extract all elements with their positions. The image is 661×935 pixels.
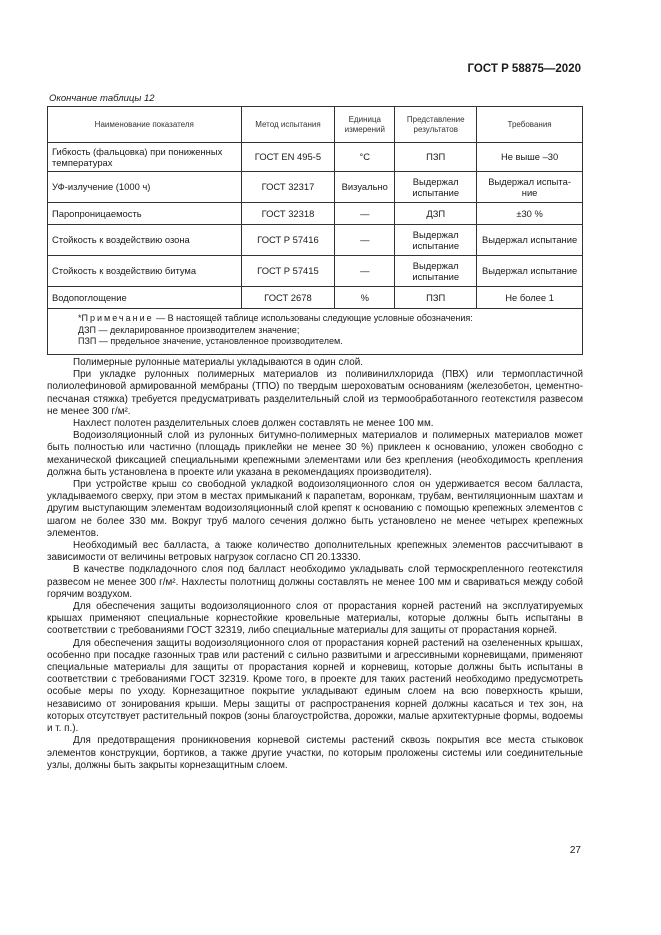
- cell-requirement: ±30 %: [477, 203, 583, 225]
- cell-indicator: Водопоглощение: [48, 287, 242, 309]
- paragraph: Для обеспечения защиты водоизоляционного слоя от прорастания корней растений на эксплуатируемых крышах применяют специальные корнестойкие кровельные материалы, которые должны быть испытаны в соответствии с требованиями ГОСТ 32319, либо специальные материалы для защиты от прорастания корней.: [47, 601, 583, 637]
- cell-result: ПЗП: [395, 287, 477, 309]
- paragraph: Нахлест полотен разделительных слоев должен составлять не менее 100 мм.: [73, 418, 434, 430]
- note-line-3: ПЗП — предельное значение, установленное производителем.: [78, 336, 343, 346]
- page-number: 27: [569, 845, 581, 856]
- column-header-result: Представление результатов: [395, 107, 477, 143]
- cell-requirement: Выдержал испытание: [477, 225, 583, 256]
- body-text: [47, 357, 583, 772]
- table-row: [48, 256, 583, 287]
- note-label: Примечание: [81, 313, 154, 323]
- cell-method: ГОСТ 32318: [241, 203, 335, 225]
- column-header-indicator: Наименование показателя: [48, 107, 242, 143]
- cell-unit: Визуально: [335, 172, 395, 203]
- cell-result: Выдержал испытание: [395, 256, 477, 287]
- cell-indicator: Стойкость к воздействию озона: [48, 225, 242, 256]
- paragraph: При укладке рулонных полимерных материалов из поливинилхлорида (ПВХ) или термопластичной полиолефиновой армированной мембраны (ТПО) по твердым шероховатым основаниям (железобетон, цементно-песчаная стяжка) требуется предусматривать разделительный слой из термообработанного геотекстиля развесом не менее 300 г/м².: [47, 369, 583, 417]
- cell-indicator: Гибкость (фальцовка) при пониженных температурах: [48, 143, 242, 172]
- cell-requirement: Выдержал испытание: [477, 256, 583, 287]
- cell-result: ПЗП: [395, 143, 477, 172]
- column-header-requirement: Требования: [477, 107, 583, 143]
- cell-method: ГОСТ EN 495-5: [241, 143, 335, 172]
- paragraph: Для обеспечения защиты водоизоляционного слоя от прорастания корней растений на озелененных крышах, особенно при посадке газонных трав или растений с сильно развитыми и агрессивными корневищами, применяют специальные материалы для защиты от прорастания корней и корневищ, которые должны быть испытаны в соответствии с требованиями ГОСТ 32319. Кроме того, в проекте для таких растений необходимо предусмотреть особые меры по уходу. Корнезащитное покрытие укладывают единым слоем на всю поверхность крыши, независимо от зонирования крыши. Меры защиты от распространения корней должны касаться и тех зон, на которых отсутствует растительный покров (зоны благоустройства, дорожки, малые архитектурные формы, водоемы и т. п.).: [47, 637, 583, 735]
- paragraph: Водоизоляционный слой из рулонных битумно-полимерных материалов и полимерных материалов может быть полностью или частично (площадь приклейки не менее 30 %) приклеен к основанию, уложен свободно с механической фиксацией специальными крепежными элементами или без крепления (необходимость крепления должна быть установлена в проекте или указана в рекомендациях производителя).: [47, 430, 583, 478]
- cell-indicator: Стойкость к воздействию битума: [48, 256, 242, 287]
- table-row: [48, 143, 583, 172]
- cell-unit: —: [335, 225, 395, 256]
- cell-requirement: Не более 1: [477, 287, 583, 309]
- table-row: [48, 287, 583, 309]
- cell-method: ГОСТ 32317: [241, 172, 335, 203]
- table-note-row: [48, 309, 583, 355]
- note-prefix: *: [78, 313, 82, 323]
- table-row: [48, 225, 583, 256]
- cell-requirement: Не выше –30: [477, 143, 583, 172]
- paragraph: Для предотвращения проникновения корневой системы растений сквозь покрытия все места стыковок элементов конструкции, бортиков, а также другие участки, по которым проложены системы или соединительные узлы, должны быть закрыты корнезащитным слоем.: [47, 735, 583, 771]
- table-note: [48, 309, 583, 355]
- table-caption: Окончание таблицы 12: [49, 93, 155, 104]
- cell-unit: °С: [335, 143, 395, 172]
- note-line-2: ДЗП — декларированное производителем значение;: [78, 324, 300, 335]
- document-code: ГОСТ Р 58875—2020: [467, 63, 581, 75]
- cell-method: ГОСТ Р 57416: [241, 225, 335, 256]
- paragraph: Необходимый вес балласта, а также количество дополнительных крепежных элементов рассчитывают в зависимости от величины ветровых нагрузок согласно СП 20.13330.: [47, 540, 583, 564]
- cell-result: Выдержал испытание: [395, 225, 477, 256]
- cell-requirement: Выдержал испыта-ние: [477, 172, 583, 203]
- requirements-table: [47, 106, 583, 355]
- column-header-unit: Единица измерений: [335, 107, 395, 143]
- table-header-row: [48, 107, 583, 143]
- cell-result: ДЗП: [395, 203, 477, 225]
- cell-unit: —: [335, 256, 395, 287]
- note-line-1: [78, 313, 578, 325]
- cell-indicator: Паропроницаемость: [48, 203, 242, 225]
- table-row: [48, 203, 583, 225]
- cell-method: ГОСТ 2678: [241, 287, 335, 309]
- paragraph: При устройстве крыш со свободной укладкой водоизоляционного слоя он удерживается весом балласта, укладываемого сверху, при этом в местах примыканий к парапетам, воронкам, трубам, вентиляционным шахтам и другим выступающим элементам водоизоляционный слой крепят к основанию с помощью крепежных элементов с шагом не более 330 мм. Вокруг труб малого сечения должно быть установлено не менее четырех крепежных элементов.: [47, 479, 583, 539]
- paragraph: Полимерные рулонные материалы укладываются в один слой.: [73, 357, 364, 368]
- cell-unit: %: [335, 287, 395, 309]
- note-text: — В настоящей таблице использованы следующие условные обозначения:: [153, 313, 473, 323]
- column-header-method: Метод испытания: [241, 107, 335, 143]
- cell-unit: —: [335, 203, 395, 225]
- cell-method: ГОСТ Р 57415: [241, 256, 335, 287]
- paragraph: В качестве подкладочного слоя под балласт необходимо укладывать слой термоскрепленного геотекстиля развесом не менее 300 г/м². Нахлесты полотнищ должны составлять не менее 100 мм и свариваться между собой горячим воздухом.: [47, 564, 583, 600]
- cell-result: Выдержал испытание: [395, 172, 477, 203]
- cell-indicator: УФ-излучение (1000 ч): [48, 172, 242, 203]
- table-row: [48, 172, 583, 203]
